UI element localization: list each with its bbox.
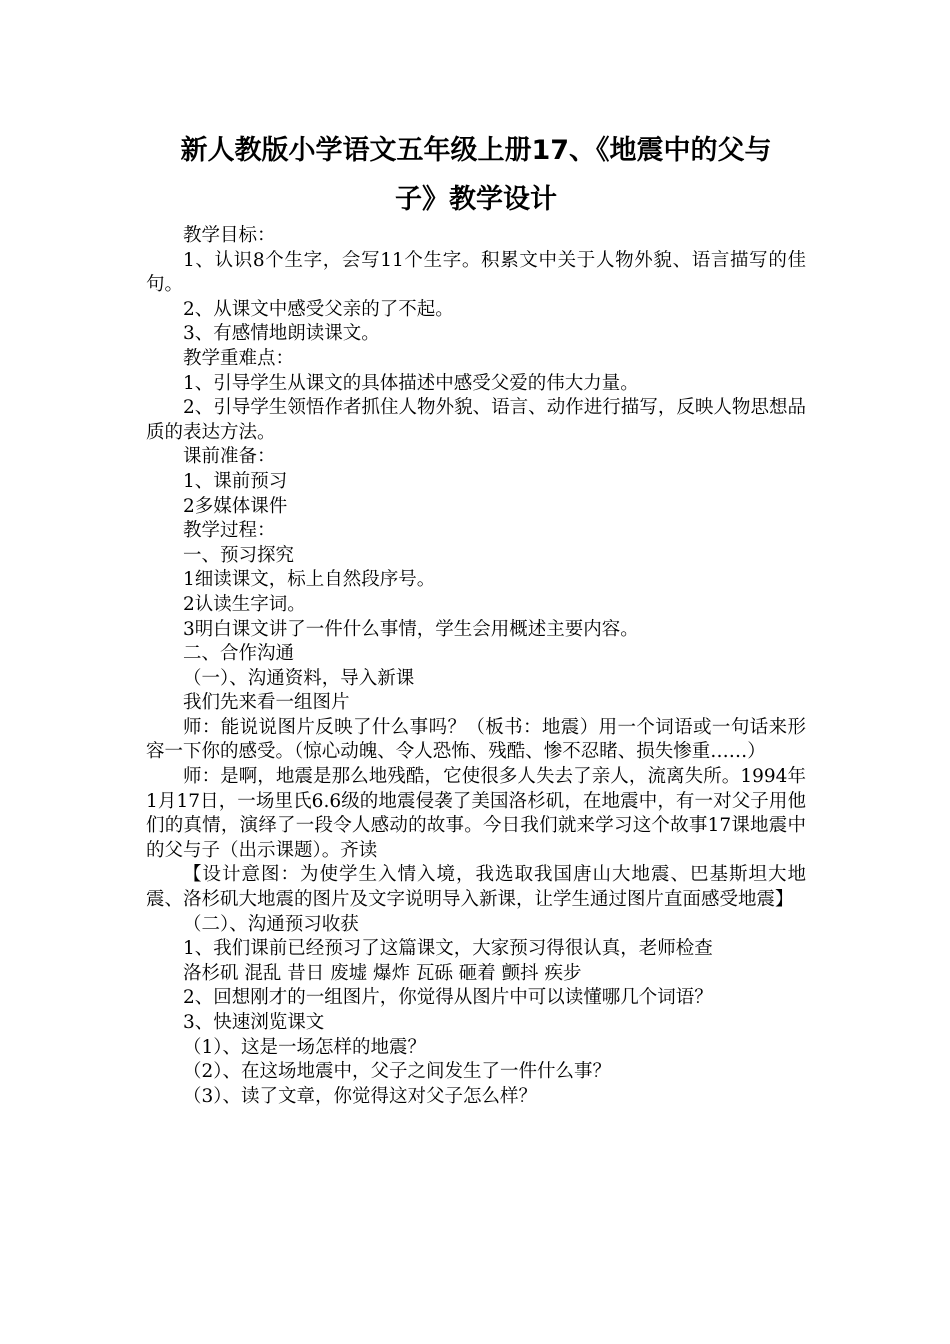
document-body: [146, 224, 806, 1109]
paragraph: 3、快速浏览课文: [183, 1012, 325, 1033]
paragraph: （一）、沟通资料，导入新课: [183, 667, 415, 689]
document-title-line-1: 新人教版小学语文五年级上册17、《地震中的父与: [180, 135, 772, 166]
paragraph: （2）、在这场地震中，父子之间发生了一件什么事？: [183, 1061, 612, 1083]
paragraph: （1）、这是一场怎样的地震？: [183, 1036, 427, 1058]
paragraph: 一、预习探究: [183, 544, 295, 566]
paragraph: 3明白课文讲了一件什么事情，学生会用概述主要内容。: [183, 618, 639, 640]
paragraph: 1、我们课前已经预习了这篇课文，大家预习得很认真，老师检查: [183, 938, 713, 960]
paragraph: 二、合作沟通: [183, 643, 295, 665]
paragraph: （3）、读了文章，你觉得这对父子怎么样？: [183, 1085, 538, 1107]
paragraph: 1细读课文，标上自然段序号。: [183, 569, 436, 591]
paragraph: 教学过程：: [183, 520, 276, 542]
paragraph: 3、有感情地朗读课文。: [183, 323, 380, 345]
paragraph: 1、认识8个生字，会写11个生字。积累文中关于人物外貌、语言描写的佳句。: [146, 249, 806, 296]
paragraph: 教学目标：: [183, 225, 276, 246]
paragraph: 1、引导学生从课文的具体描述中感受父爱的伟大力量。: [183, 372, 639, 394]
paragraph: 我们先来看一组图片: [183, 692, 350, 714]
paragraph: 课前准备：: [183, 446, 276, 468]
paragraph: 1、课前预习: [183, 470, 288, 492]
paragraph: 2、回想刚才的一组图片，你觉得从图片中可以读懂哪几个词语？: [183, 987, 713, 1009]
paragraph: 师：是啊，地震是那么地残酷，它使很多人失去了亲人，流离失所。1994年1月17日，一场里氏6.6级的地震侵袭了美国洛杉矶，在地震中，有一对父子用他们的真情，演绎了一段令人感动的故事。今日我们就来学习这个故事17课地震中的父与子（出示课题）。齐读: [146, 766, 806, 861]
paragraph: 【设计意图：为使学生入情入境，我选取我国唐山大地震、巴基斯坦大地震、洛杉矶大地震的图片及文字说明导入新课，让学生通过图片直面感受地震】: [146, 864, 806, 911]
paragraph: 师：能说说图片反映了什么事吗？（板书：地震）用一个词语或一句话来形容一下你的感受。（惊心动魄、令人恐怖、残酷、惨不忍睹、损失惨重……）: [146, 716, 806, 763]
paragraph: 教学重难点：: [183, 347, 295, 369]
paragraph: 2认读生字词。: [183, 593, 306, 615]
paragraph: （二）、沟通预习收获: [183, 913, 359, 935]
paragraph: 洛杉矶 混乱 昔日 废墟 爆炸 瓦砾 砸着 颤抖 疾步: [183, 962, 582, 984]
paragraph: 2、从课文中感受父亲的了不起。: [183, 298, 454, 320]
paragraph: 2、引导学生领悟作者抓住人物外貌、语言、动作进行描写，反映人物思想品质的表达方法。: [146, 397, 806, 443]
document-title-line-2: 子》教学设计: [395, 184, 557, 215]
paragraph: 2多媒体课件: [183, 495, 288, 517]
